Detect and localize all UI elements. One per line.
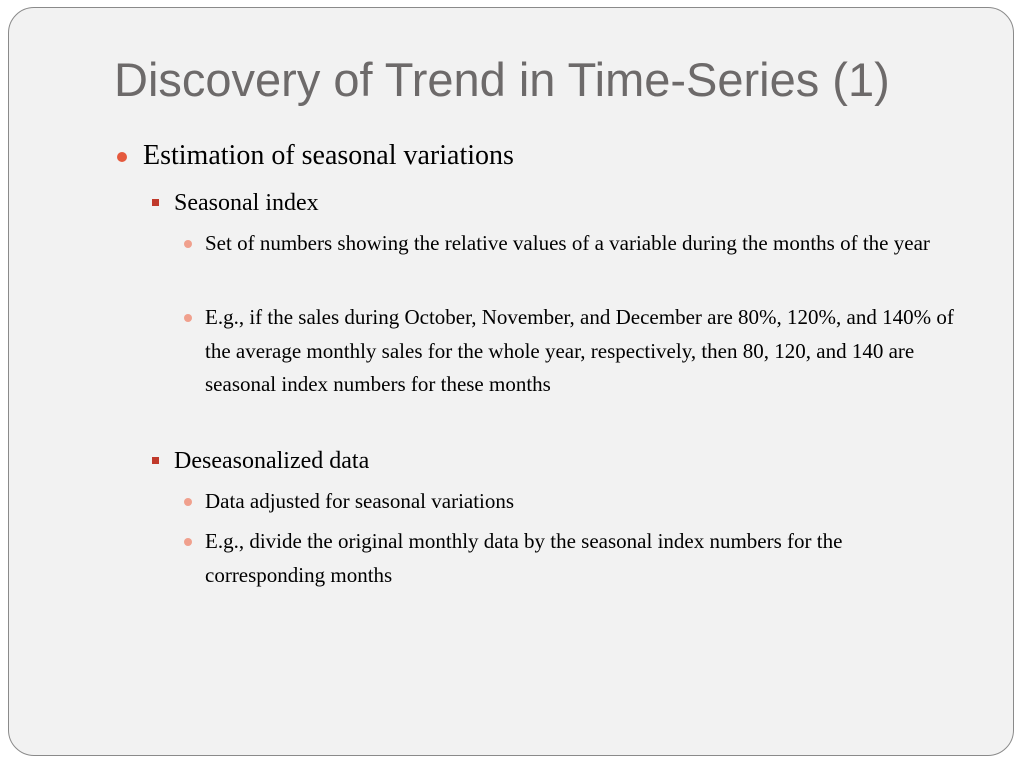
bullet-dot-icon bbox=[184, 314, 192, 322]
bullet-estimation: Estimation of seasonal variations bbox=[143, 140, 514, 171]
bullet-data-adjusted: Data adjusted for seasonal variations bbox=[205, 489, 515, 513]
bullet-dot-icon bbox=[184, 538, 192, 546]
bullet-set-of-numbers: Set of numbers showing the relative values of a variable during the months of the year bbox=[205, 231, 930, 255]
bullet-square-icon bbox=[152, 457, 159, 464]
bullet-deseasonalized: Deseasonalized data bbox=[174, 448, 370, 474]
bullet-eg-divide: E.g., divide the original monthly data by the seasonal index numbers for the corresponding months bbox=[205, 529, 843, 587]
bullet-square-icon bbox=[152, 199, 159, 206]
bullet-seasonal-index: Seasonal index bbox=[174, 190, 319, 216]
bullet-dot-icon bbox=[117, 152, 127, 162]
slide-title: Discovery of Trend in Time-Series (1) bbox=[114, 53, 890, 106]
bullet-eg-sales: E.g., if the sales during October, November, and December are 80%, 120%, and 140% of the average monthly sales for the whole year, respectively, then 80, 120, and 140 are seasonal index numbers for these months bbox=[205, 305, 954, 396]
bullet-dot-icon bbox=[184, 498, 192, 506]
bullet-dot-icon bbox=[184, 240, 192, 248]
